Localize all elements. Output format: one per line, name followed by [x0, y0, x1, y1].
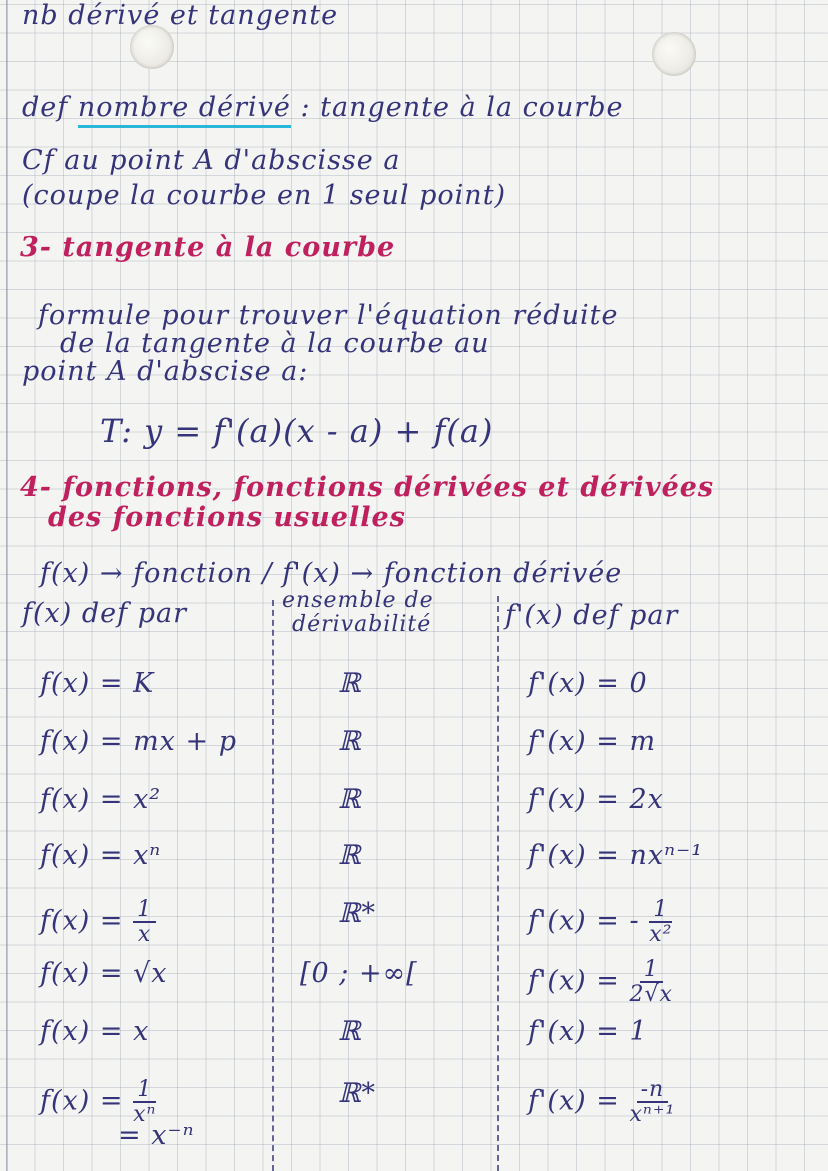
table-row-fprime: [528, 726, 656, 757]
table-row-domain: [338, 840, 361, 871]
f-expr: f(x) = x: [40, 1016, 150, 1047]
table-row-domain: [300, 958, 418, 989]
def-rest: : tangente à la courbe: [300, 92, 624, 123]
tangent-formula: T: y = f'(a)(x - a) + f(a): [100, 412, 494, 450]
section-4-heading: 4- fonctions, fonctions dérivées et dérivées: [20, 472, 715, 503]
table-row-fprime: [528, 1016, 648, 1047]
fprime-expr: f'(x) = m: [528, 726, 657, 757]
domain-value: ℝ: [338, 668, 362, 699]
margin-line: [6, 0, 8, 1171]
table-row-fprime: [528, 668, 648, 699]
table-row-f: [40, 898, 156, 946]
table-divider: [497, 596, 499, 1171]
fprime-expr: f'(x) =: [528, 1085, 620, 1117]
fprime-expr: f'(x) = nxⁿ⁻¹: [528, 840, 704, 871]
f-expr: f(x) = K: [40, 668, 155, 699]
domain-value: [0 ; +∞[: [300, 958, 418, 989]
table-row-f: [40, 784, 161, 815]
domain-value: ℝ*: [338, 898, 376, 929]
f-expr: f(x) = x²: [40, 784, 162, 815]
domain-value: ℝ: [338, 1016, 362, 1047]
fprime-expr: f'(x) =: [528, 965, 620, 997]
table-row-domain: [338, 1016, 361, 1047]
table-row-f-alt: [118, 1120, 195, 1151]
f-expr: f(x) = xⁿ: [40, 840, 162, 871]
denominator: xⁿ⁺¹: [629, 1102, 676, 1128]
table-row-domain: [338, 668, 361, 699]
page-title: nb dérivé et tangente: [22, 0, 339, 31]
table-divider: [272, 600, 274, 1171]
f-expr: f(x) =: [40, 905, 124, 937]
table-row-f: [40, 668, 154, 699]
table-row-f: [40, 840, 161, 871]
denominator: x²: [649, 922, 673, 948]
header-fprime: f'(x) def par: [505, 600, 679, 631]
numerator: 1: [640, 958, 663, 983]
table-row-fprime: [528, 898, 672, 946]
table-row-f: [40, 958, 168, 989]
def-prefix: def: [22, 92, 69, 123]
domain-value: ℝ: [338, 784, 362, 815]
definition-line-2: Cf au point A d'abscisse a: [22, 145, 401, 176]
numerator: 1: [133, 898, 156, 923]
table-row-domain: [338, 784, 361, 815]
denominator: x: [137, 922, 152, 948]
domain-value: ℝ*: [338, 1078, 376, 1109]
domain-value: ℝ: [338, 840, 362, 871]
table-row-f: [40, 1078, 156, 1126]
f-expr: f(x) = √x: [40, 958, 168, 989]
fprime-expr: f'(x) = -: [528, 905, 640, 937]
section-3-heading: 3- tangente à la courbe: [20, 232, 396, 263]
definition-line: [22, 92, 624, 123]
fprime-expr: f'(x) = 2x: [528, 784, 664, 815]
header-ensemble: ensemble de: [282, 588, 434, 613]
numerator: 1: [133, 1078, 156, 1103]
table-row-fprime: [528, 840, 703, 871]
table-row-f: [40, 1016, 149, 1047]
numerator: -n: [637, 1078, 669, 1103]
definition-line-3: (coupe la courbe en 1 seul point): [22, 180, 507, 211]
fprime-expr: f'(x) = 0: [528, 668, 648, 699]
def-term: nombre dérivé: [78, 92, 291, 128]
f-expr-alt: = x⁻ⁿ: [118, 1120, 195, 1151]
formula-intro-2: de la tangente à la courbe au: [60, 328, 490, 359]
table-row-fprime: [528, 784, 664, 815]
binder-hole: [130, 25, 174, 69]
table-row-fprime: [528, 1078, 675, 1126]
denominator: 2√x: [629, 982, 673, 1008]
header-f: f(x) def par: [22, 598, 187, 629]
fprime-expr: f'(x) = 1: [528, 1016, 648, 1047]
table-row-f: [40, 726, 237, 757]
binder-hole: [652, 32, 696, 76]
numerator: 1: [649, 898, 672, 923]
f-expr: f(x) = mx + p: [40, 726, 237, 757]
header-derivabilite: dérivabilité: [292, 612, 432, 637]
domain-value: ℝ: [338, 726, 362, 757]
f-expr: f(x) =: [40, 1085, 124, 1117]
legend-line: f(x) → fonction / f'(x) → fonction dérivée: [40, 558, 623, 589]
table-row-domain: [338, 726, 361, 757]
denominator: xⁿ: [133, 1102, 157, 1128]
table-row-domain: [338, 1078, 376, 1109]
table-row-domain: [338, 898, 376, 929]
formula-intro-3: point A d'abscise a:: [22, 356, 309, 387]
section-4-heading-2: des fonctions usuelles: [48, 502, 406, 533]
table-row-fprime: [528, 958, 673, 1006]
formula-intro-1: formule pour trouver l'équation réduite: [38, 300, 619, 331]
